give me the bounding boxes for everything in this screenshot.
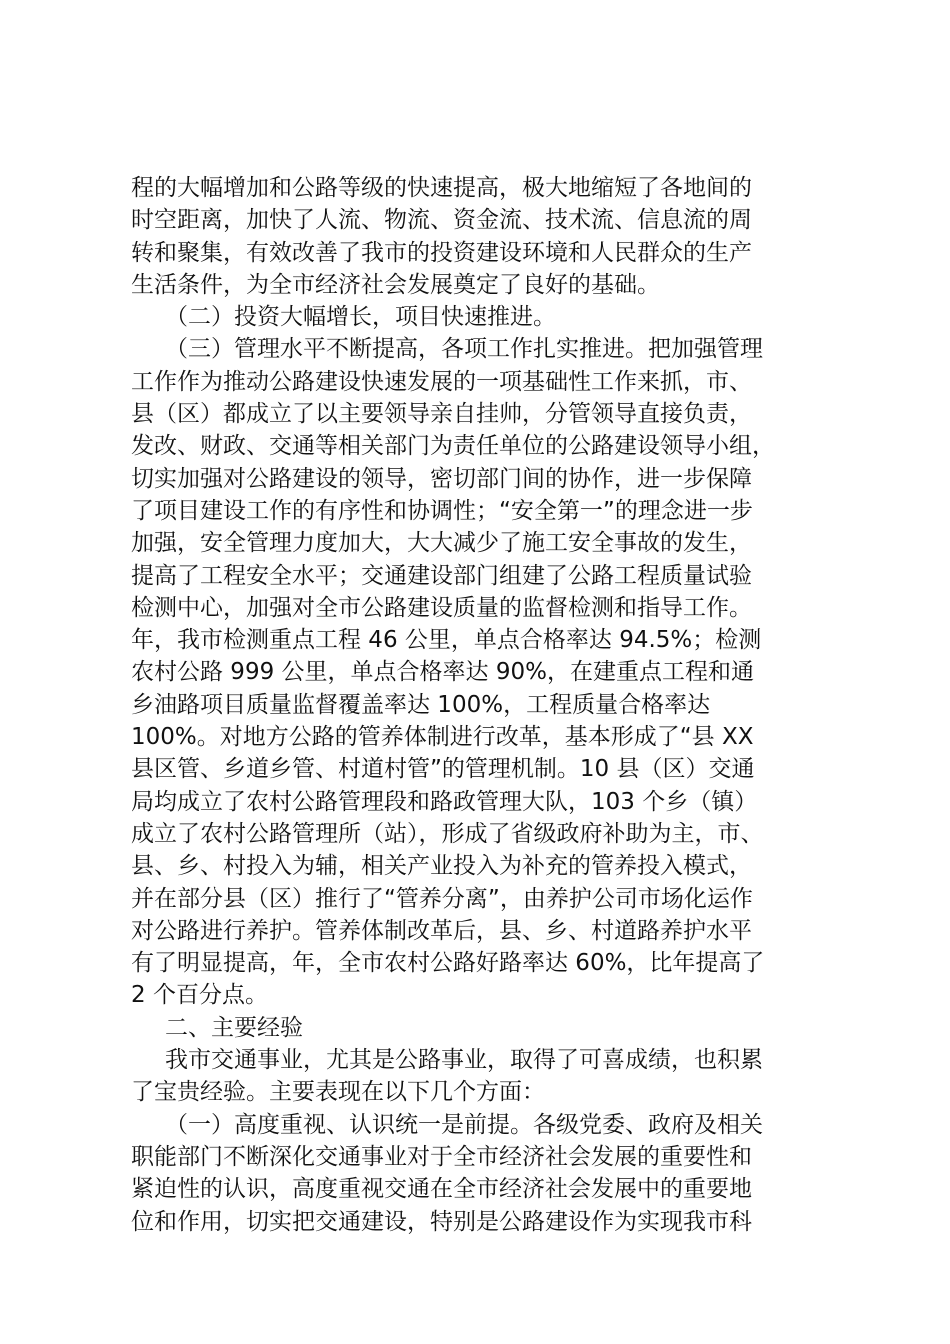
text-line: 对公路进行养护。管养体制改革后，县、乡、村道路养护水平 [131,917,752,944]
text-line: 工作作为推动公路建设快速发展的一项基础性工作来抓，市、 [131,368,752,395]
text-line: 2 个百分点。 [131,982,268,1009]
text-line: 职能部门不断深化交通事业对于全市经济社会发展的重要性和 [131,1143,752,1170]
text-line: 并在部分县（区）推行了“管养分离”，由养护公司市场化运作 [131,885,753,912]
text-line: 县（区）都成立了以主要领导亲自挂帅，分管领导直接负责， [131,401,752,428]
document-body [131,172,831,1238]
paragraph-start-line: 二、主要经验 [165,1014,303,1041]
text-line: 检测中心，加强对全市公路建设质量的监督检测和指导工作。 [131,594,752,621]
text-line: 成立了农村公路管理所（站），形成了省级政府补助为主，市、 [131,820,764,847]
text-line: 局均成立了农村公路管理段和路政管理大队，103 个乡（镇） [131,788,758,815]
text-line: 100%。对地方公路的管养体制进行改革，基本形成了“县 XX [131,724,754,751]
text-line: 紧迫性的认识，高度重视交通在全市经济社会发展中的重要地 [131,1176,752,1203]
text-line: 了宝贵经验。主要表现在以下几个方面： [131,1079,545,1106]
text-line: 有了明显提高，年，全市农村公路好路率达 60%，比年提高了 [131,950,765,977]
text-line: 了项目建设工作的有序性和协调性；“安全第一”的理念进一步 [131,497,753,524]
text-line: 发改、财政、交通等相关部门为责任单位的公路建设领导小组， [131,433,775,460]
text-line: 县区管、乡道乡管、村道村管”的管理机制。10 县（区）交通 [131,756,755,783]
text-line: 提高了工程安全水平；交通建设部门组建了公路工程质量试验 [131,562,752,589]
text-line: 加强，安全管理力度加大，大大减少了施工安全事故的发生， [131,530,752,557]
text-line: 乡油路项目质量监督覆盖率达 100%，工程质量合格率达 [131,691,711,718]
text-line: 生活条件，为全市经济社会发展奠定了良好的基础。 [131,271,660,298]
text-line: 县、乡、村投入为辅，相关产业投入为补充的管养投入模式， [131,853,752,880]
paragraph-start-line: 我市交通事业，尤其是公路事业，取得了可喜成绩，也积累 [165,1047,763,1074]
text-line: 年，我市检测重点工程 46 公里，单点合格率达 94.5%；检测 [131,627,762,654]
paragraph-start-line: （一）高度重视、认识统一是前提。各级党委、政府及相关 [165,1111,763,1138]
text-line: 时空距离，加快了人流、物流、资金流、技术流、信息流的周 [131,207,752,234]
text-line: 切实加强对公路建设的领导，密切部门间的协作，进一步保障 [131,465,752,492]
text-line: 农村公路 999 公里，单点合格率达 90%，在建重点工程和通 [131,659,754,686]
text-line: 位和作用，切实把交通建设，特别是公路建设作为实现我市科 [131,1208,752,1235]
text-line: 转和聚集，有效改善了我市的投资建设环境和人民群众的生产 [131,239,752,266]
paragraph-start-line: （二）投资大幅增长，项目快速推进。 [165,304,556,331]
text-line: 程的大幅增加和公路等级的快速提高，极大地缩短了各地间的 [131,175,752,201]
paragraph-start-line: （三）管理水平不断提高，各项工作扎实推进。把加强管理 [165,336,763,363]
